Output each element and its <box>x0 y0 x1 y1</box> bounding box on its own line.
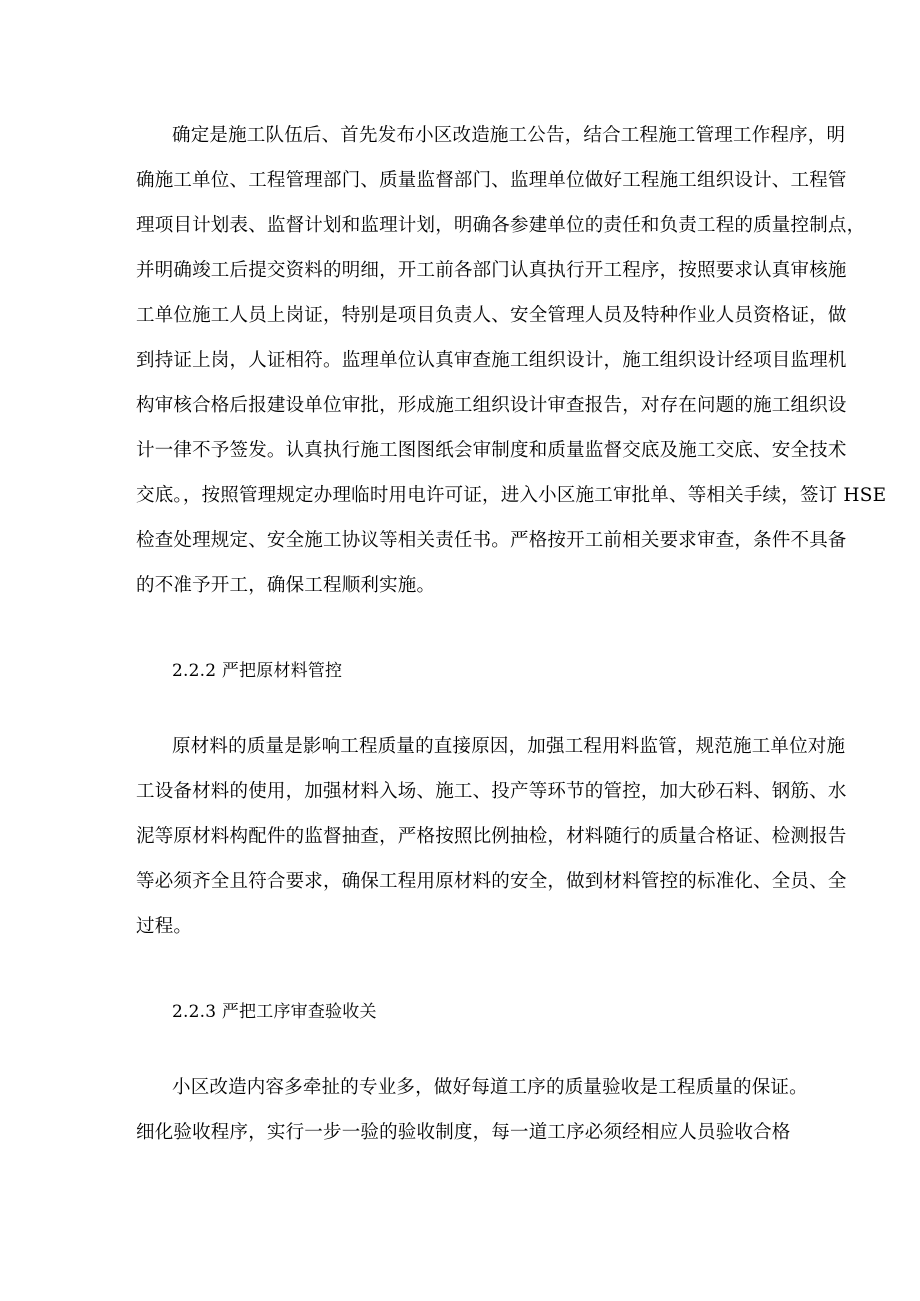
paragraph-2-line-1: 原材料的质量是影响工程质量的直接原因，加强工程用料监管，规范施工单位对施 <box>172 736 846 757</box>
paragraph-1-line-1: 确定是施工队伍后、首先发布小区改造施工公告，结合工程施工管理工作程序，明 <box>172 125 846 146</box>
paragraph-1-line-9: 交底。，按照管理规定办理临时用电许可证，进入小区施工审批单、等相关手续，签订 HSE <box>136 485 887 506</box>
paragraph-3-line-2: 细化验收程序，实行一步一验的验收制度，每一道工序必须经相应人员验收合格 <box>136 1122 791 1143</box>
paragraph-1-line-11: 的不准予开工，确保工程顺利实施。 <box>136 575 436 596</box>
paragraph-1-line-10: 检查处理规定、安全施工协议等相关责任书。严格按开工前相关要求审查，条件不具备 <box>136 530 847 551</box>
paragraph-1-line-3: 理项目计划表、监督计划和监理计划，明确各参建单位的责任和负责工程的质量控制点， <box>136 215 866 236</box>
paragraph-1-line-2: 确施工单位、工程管理部门、质量监督部门、监理单位做好工程施工组织设计、工程管 <box>136 170 847 191</box>
paragraph-1-line-7: 构审核合格后报建设单位审批，形成施工组织设计审查报告，对存在问题的施工组织设 <box>136 395 847 416</box>
paragraph-2-line-5: 过程。 <box>136 916 193 937</box>
section-heading-2-2-3: 2.2.3 严把工序审查验收关 <box>172 1002 377 1022</box>
paragraph-1-line-4: 并明确竣工后提交资料的明细，开工前各部门认真执行开工程序，按照要求认真审核施 <box>136 260 847 281</box>
section-heading-2-2-2: 2.2.2 严把原材料管控 <box>172 661 343 681</box>
paragraph-2-line-3: 泥等原材料构配件的监督抽查，严格按照比例抽检，材料随行的质量合格证、检测报告 <box>136 826 847 847</box>
paragraph-2-line-2: 工设备材料的使用，加强材料入场、施工、投产等环节的管控，加大砂石料、钢筋、水 <box>136 781 847 802</box>
paragraph-1-line-6: 到持证上岗，人证相符。监理单位认真审查施工组织设计，施工组织设计经项目监理机 <box>136 350 847 371</box>
paragraph-3-line-1: 小区改造内容多牵扯的专业多，做好每道工序的质量验收是工程质量的保证。 <box>172 1077 808 1098</box>
paragraph-2-line-4: 等必须齐全且符合要求，确保工程用原材料的安全，做到材料管控的标准化、全员、全 <box>136 871 847 892</box>
paragraph-1-line-5: 工单位施工人员上岗证，特别是项目负责人、安全管理人员及特种作业人员资格证，做 <box>136 305 847 326</box>
paragraph-1-line-8: 计一律不予签发。认真执行施工图图纸会审制度和质量监督交底及施工交底、安全技术 <box>136 440 847 461</box>
